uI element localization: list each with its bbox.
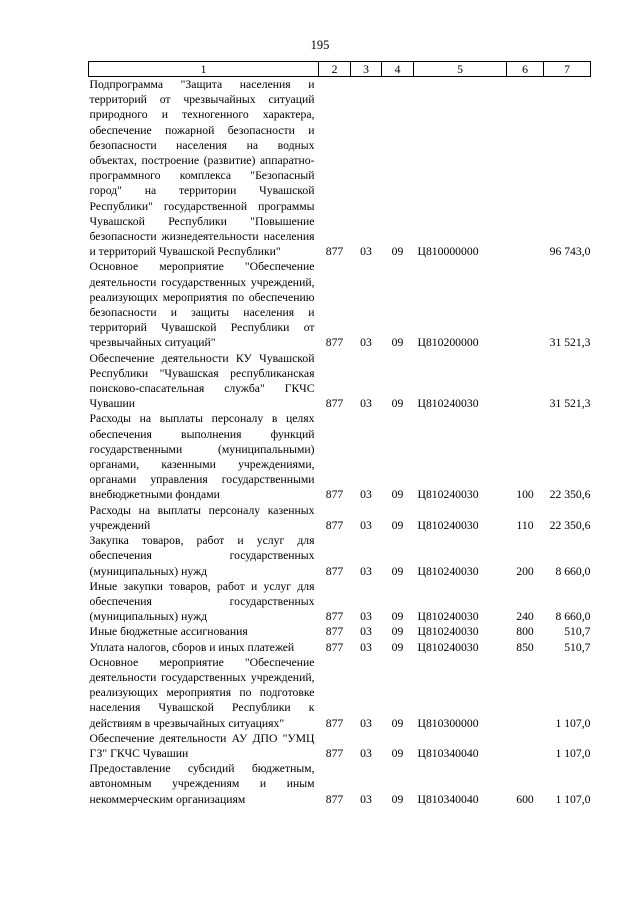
row-amount: 510,7 (564, 640, 591, 654)
row-amount: 8 660,0 (555, 610, 591, 624)
table-row (89, 77, 591, 260)
row-section: 03 (360, 397, 372, 411)
column-header-6: 6 (507, 62, 544, 77)
table-header (89, 62, 591, 77)
row-name: Уплата налогов, сборов и иных платежей (89, 640, 295, 654)
column-header-7: 7 (544, 62, 591, 77)
row-section: 03 (360, 245, 372, 259)
row-expense-type: 240 (516, 610, 534, 624)
row-subsection: 09 (391, 716, 404, 730)
header-row (89, 62, 591, 77)
row-amount: 1 107,0 (555, 746, 591, 760)
row-target-code: Ц810240030 (417, 518, 479, 532)
row-name: Иные закупки товаров, работ и услуг для обеспечения государственных (муниципальных) нужд (89, 579, 315, 624)
row-name: Закупка товаров, работ и услуг для обеспечения государственных (муниципальных) нужд (89, 534, 315, 578)
row-name: Подпрограмма "Защита населения и территорий от чрезвычайных ситуаций природного и техногенного характера, обеспечение пожарной безопасности и безопасности населения на водных объектах, построение (развитие) аппаратно-программного комплекса "Безопасный город" на территории Чувашской Республики" государственной программы Чувашской Республики "Повышение безопасности жизнедеятельности населения и территорий Чувашской Республики" (89, 78, 315, 259)
row-target-code: Ц810240030 (417, 488, 479, 502)
column-header-3: 3 (351, 62, 382, 77)
column-header-1: 1 (89, 62, 319, 77)
row-section: 03 (360, 564, 372, 578)
row-name: Обеспечение деятельности КУ Чувашской Республики "Чувашская республиканская поисково-спасательная служба" ГКЧС Чувашии (89, 351, 315, 411)
table-row (89, 503, 591, 533)
row-target-code: Ц810200000 (417, 336, 479, 350)
row-subsection: 09 (391, 518, 404, 532)
row-amount: 22 350,6 (549, 518, 591, 532)
row-expense-type: 850 (516, 640, 534, 654)
row-subsection: 09 (391, 397, 404, 411)
row-target-code: Ц810240030 (417, 625, 479, 639)
row-target-code: Ц810240030 (417, 610, 479, 624)
row-amount: 31 521,3 (549, 336, 591, 350)
row-amount: 31 521,3 (549, 397, 591, 411)
row-expense-type (507, 351, 544, 412)
table-row (89, 533, 591, 579)
row-amount: 96 743,0 (549, 245, 591, 259)
row-section: 03 (360, 610, 372, 624)
budget-table (88, 61, 591, 807)
row-name: Обеспечение деятельности АУ ДПО "УМЦ ГЗ" ГКЧС Чувашии (89, 731, 315, 760)
row-ministry-code: 877 (325, 746, 344, 760)
row-expense-type: 600 (516, 792, 534, 806)
table-row (89, 761, 591, 807)
row-amount: 1 107,0 (555, 792, 591, 806)
row-expense-type (507, 77, 544, 260)
row-subsection: 09 (391, 792, 404, 806)
row-expense-type (507, 655, 544, 731)
table-row (89, 579, 591, 625)
row-amount: 510,7 (564, 625, 591, 639)
column-header-5: 5 (414, 62, 507, 77)
row-expense-type (507, 259, 544, 350)
row-target-code: Ц810340040 (417, 746, 479, 760)
row-expense-type: 800 (516, 625, 534, 639)
row-subsection: 09 (391, 640, 404, 654)
column-header-2: 2 (319, 62, 351, 77)
table-row (89, 731, 591, 761)
row-ministry-code: 877 (325, 640, 344, 654)
row-ministry-code: 877 (325, 610, 344, 624)
row-amount: 22 350,6 (549, 488, 591, 502)
row-target-code: Ц810340040 (417, 792, 479, 806)
table-row (89, 655, 591, 731)
row-section: 03 (360, 625, 372, 639)
row-name: Предоставление субсидий бюджетным, автономным учреждениям и иным некоммерческим организациям (89, 762, 315, 806)
row-ministry-code: 877 (325, 336, 344, 350)
row-ministry-code: 877 (325, 625, 344, 639)
row-name: Основное мероприятие "Обеспечение деятельности государственных учреждений, реализующих мероприятия по обеспечению безопасности и защиты населения и территорий Чувашской Республики от чрезвычайных ситуаций" (89, 260, 315, 350)
row-ministry-code: 877 (325, 716, 344, 730)
row-ministry-code: 877 (325, 564, 344, 578)
row-target-code: Ц810240030 (417, 564, 479, 578)
row-target-code: Ц810240030 (417, 640, 479, 654)
row-section: 03 (360, 336, 372, 350)
row-ministry-code: 877 (325, 245, 344, 259)
row-section: 03 (360, 488, 372, 502)
table-row (89, 259, 591, 350)
row-section: 03 (360, 792, 372, 806)
row-name: Иные бюджетные ассигнования (89, 625, 248, 639)
table-row (89, 640, 591, 655)
row-ministry-code: 877 (325, 518, 344, 532)
row-expense-type (507, 731, 544, 761)
row-expense-type: 200 (516, 564, 534, 578)
row-target-code: Ц810240030 (417, 397, 479, 411)
row-section: 03 (360, 746, 372, 760)
row-subsection: 09 (391, 245, 404, 259)
row-subsection: 09 (391, 336, 404, 350)
table-body (89, 77, 591, 807)
row-expense-type: 100 (516, 488, 534, 502)
row-target-code: Ц810300000 (417, 716, 479, 730)
column-header-4: 4 (382, 62, 414, 77)
row-subsection: 09 (391, 564, 404, 578)
table-row (89, 351, 591, 412)
table-row (89, 411, 591, 502)
row-amount: 8 660,0 (555, 564, 591, 578)
row-target-code: Ц810000000 (417, 245, 479, 259)
row-ministry-code: 877 (325, 397, 344, 411)
row-amount: 1 107,0 (555, 716, 591, 730)
row-ministry-code: 877 (325, 488, 344, 502)
row-subsection: 09 (391, 488, 404, 502)
row-name: Расходы на выплаты персоналу казенных учреждений (89, 503, 315, 532)
row-expense-type: 110 (516, 518, 534, 532)
row-name: Расходы на выплаты персоналу в целях обеспечения выполнения функций государственными (муниципальными) органами, казенными учреждениями, органами управления государственными внебюджетными фондами (89, 412, 315, 502)
row-subsection: 09 (391, 746, 404, 760)
row-subsection: 09 (391, 625, 404, 639)
row-ministry-code: 877 (325, 792, 344, 806)
row-name: Основное мероприятие "Обеспечение деятельности государственных учреждений, реализующих мероприятия по подготовке населения Чувашской Республики к действиям в чрезвычайных ситуациях" (89, 655, 315, 730)
row-section: 03 (360, 640, 372, 654)
row-subsection: 09 (391, 610, 404, 624)
row-section: 03 (360, 716, 372, 730)
table-row (89, 624, 591, 639)
row-section: 03 (360, 518, 372, 532)
page-number: 195 (310, 38, 330, 52)
